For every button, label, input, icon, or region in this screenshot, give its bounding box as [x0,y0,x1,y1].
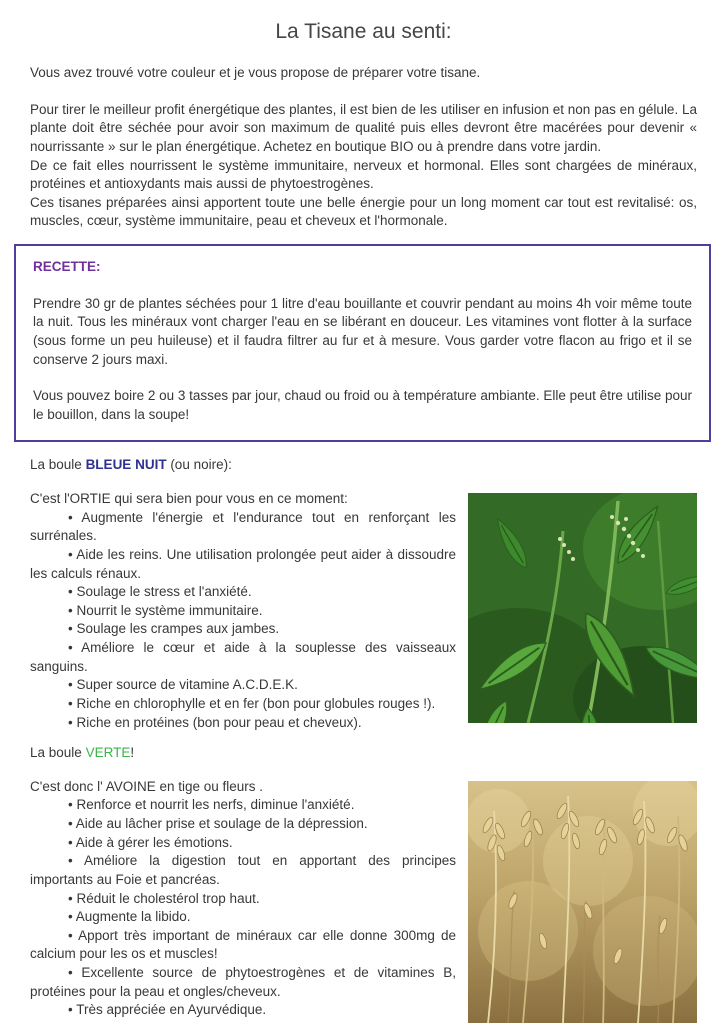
ortie-intro: C'est l'ORTIE qui sera bien pour vous en ce moment: [30,491,348,506]
list-item: • Excellente source de phytoestrogènes et de vitamines B, protéines pour la peau et ongles/cheveux. [30,965,456,999]
list-item: • Aide au lâcher prise et soulage de la dépression. [68,816,368,831]
list-item: • Riche en protéines (bon pour peau et cheveux). [68,714,362,730]
list-item: • Réduit le cholestérol trop haut. [68,890,260,906]
list-item: • Soulage les crampes aux jambes. [68,621,280,637]
label-bleue-nuit-text: BLEUE NUIT [85,457,167,473]
intro-paragraph: Vous avez trouvé votre couleur et je vous propose de préparer votre tisane. [30,65,481,80]
list-item: • Riche en chlorophylle et en fer (bon pour globules rouges !). [68,695,436,711]
list-item: • Améliore la digestion tout en apportant des principes importants au Foie et pancréas. [30,853,456,887]
oat-field-photo [468,781,697,1023]
label-suffix: ! [130,745,135,761]
list-item: • Aide les reins. Une utilisation prolongée peut aider à dissoudre les calculs rénaux. [30,546,456,581]
label-boule-verte [30,744,697,763]
page-title: La Tisane au senti: [275,20,452,43]
body-paragraph-1: Pour tirer le meilleur profit énergétique des plantes, il est bien de les utiliser en infusion et non pas en gélule. La plante doit être séchée pour avoir son maximum de qualité puis elles devront être macérées pour devenir « nourrissante » sur le plan énergétique. Achetez en boutique BIO ou à prendre dans votre jardin. [30,101,697,154]
nettle-photo [468,493,697,723]
list-item: • Aide à gérer les émotions. [68,834,233,850]
label-boule-bleue-nuit [30,456,697,475]
label-prefix: La boule [30,457,86,473]
list-item: • Améliore le cœur et aide à la souplesse des vaisseaux sanguins. [30,640,456,674]
label-verte-text: VERTE [85,745,131,761]
list-item: • Soulage le stress et l'anxiété. [68,584,252,600]
section-ortie [30,490,697,732]
list-item: • Apport très important de minéraux car elle donne 300mg de calcium pour les os et muscles! [30,927,456,962]
label-prefix: La boule [30,745,86,761]
oat-field-photo-graphic [468,781,697,1023]
recipe-paragraph-2: Vous pouvez boire 2 ou 3 tasses par jour, chaud ou froid ou à température ambiante. Elle peut être utilise pour le bouillon, dans la soupe! [33,388,692,422]
list-item: • Renforce et nourrit les nerfs, diminue l'anxiété. [68,797,355,813]
avoine-intro: C'est donc l' AVOINE en tige ou fleurs . [30,778,264,794]
list-item: • Augmente la libido. [68,909,191,925]
recipe-paragraph-1: Prendre 30 gr de plantes séchées pour 1 litre d'eau bouillante et couvrir pendant au moins 4h voir même toute la nuit. Tous les minéraux vont charger l'eau en se libérant en douceur. Les vitamines vont flotter à la surface (sous forme un peu huileuse) et il faudra filtrer au fur et à mesure. Vous garder votre flacon au frigo et il se conserve 2 jours maxi. [33,295,692,367]
recipe-box [14,244,711,442]
list-item: • Très appréciée en Ayurvédique. [68,1002,267,1018]
list-item: • Nourrit le système immunitaire. [68,602,263,618]
section-avoine [30,778,697,1020]
body-paragraph-3: Ces tisanes préparées ainsi apportent toute une belle énergie pour un long moment car tout est revitalisé: os, muscles, cœur, système immunitaire, peau et cheveux et l'hormonale. [30,194,697,229]
body-paragraph-2: De ce fait elles nourrissent le système immunitaire, nerveux et hormonal. Elles sont chargées de minéraux, protéines et antioxydants mais aussi de phytoestrogènes. [30,157,697,192]
label-suffix: (ou noire): [166,457,232,473]
recipe-heading: RECETTE: [33,259,101,274]
list-item: • Augmente l'énergie et l'endurance tout en renforçant les surrénales. [30,509,456,544]
list-item: • Super source de vitamine A.C.D.E.K. [68,677,298,693]
nettle-photo-graphic [468,493,697,723]
